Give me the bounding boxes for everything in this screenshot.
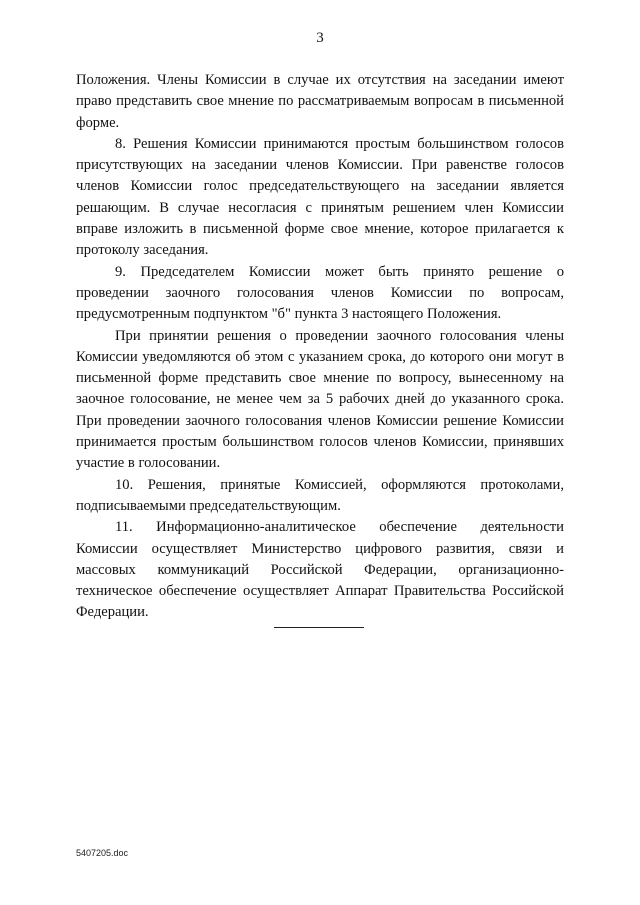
page-number: 3 [316, 30, 324, 46]
footer-file-name: 5407205.doc [76, 848, 129, 858]
end-divider [274, 627, 364, 628]
paragraph-continuation: Положения. Члены Комиссии в случае их отсутствия на заседании имеют право представить свое мнение по рассматриваемым вопросам в письменной форме. [76, 72, 564, 131]
paragraph-item-9: 9. Председателем Комиссии может быть принято решение о проведении заочного голосования членов Комиссии по вопросам, предусмотренным подпунктом "б" пункта 3 настоящего Положения. [76, 263, 564, 323]
paragraph-item-8: 8. Решения Комиссии принимаются простым большинством голосов присутствующих на заседании членов Комиссии. При равенстве голосов членов Комиссии голос председательствующего на заседании является решающим. В случае несогласия с принятым решением член Комиссии вправе изложить в письменной форме свое мнение, которое прилагается к протоколу заседания. [76, 135, 564, 259]
paragraph-item-9-details: При принятии решения о проведении заочного голосования члены Комиссии уведомляются об этом с указанием срока, до которого они могут в письменной форме представить свое мнение по вопросу, вынесенному на заочное голосование, не менее чем за 5 рабочих дней до указанного срока. При проведении заочного голосования членов Комиссии решение Комиссии принимается простым большинством голосов членов Комиссии, принявших участие в голосовании. [76, 327, 564, 472]
document-body [76, 70, 564, 624]
paragraph-item-10: 10. Решения, принятые Комиссией, оформляются протоколами, подписываемыми председательствующим. [76, 476, 564, 514]
paragraph-item-11: 11. Информационно-аналитическое обеспечение деятельности Комиссии осуществляет Министерство цифрового развития, связи и массовых коммуникаций Российской Федерации, организационно-техническое обеспечение осуществляет Аппарат Правительства Российской Федерации. [76, 519, 564, 621]
